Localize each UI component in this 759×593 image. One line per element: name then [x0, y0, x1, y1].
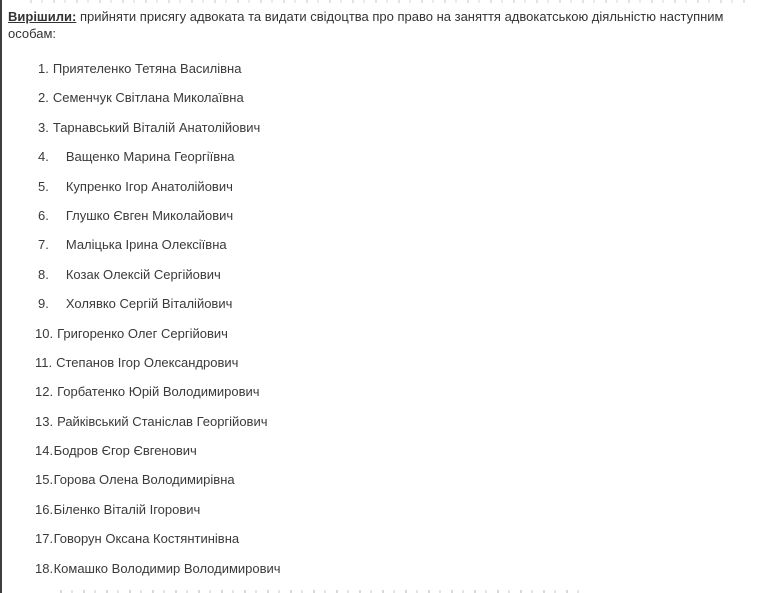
list-item-number: 14. [35, 443, 54, 459]
list-item-number: 13. [35, 413, 54, 429]
list-item [0, 297, 759, 326]
list-item-number: 10. [35, 325, 54, 341]
list-item-number: 9. [38, 296, 49, 312]
list-item-number: 17. [35, 531, 54, 547]
list-item-name: Григоренко Олег Сергійович [57, 325, 228, 341]
list-item-name: Райківський Станіслав Георгійович [57, 413, 268, 429]
list-item-name: Бодров Єгор Євгенович [53, 443, 197, 459]
list-item [0, 91, 759, 120]
resolution-list [0, 62, 759, 591]
list-item-number: 5. [38, 178, 49, 194]
list-item-name: Семенчук Світлана Миколаївна [52, 90, 244, 106]
list-item-name: Говорун Оксана Костянтинівна [53, 531, 240, 547]
list-item-number: 2. [38, 90, 49, 106]
list-item-number: 6. [38, 207, 49, 223]
list-item-name: Купренко Ігор Анатолійович [65, 178, 233, 194]
list-item [0, 385, 759, 414]
list-item [0, 532, 759, 561]
list-item-name: Біленко Віталій Ігорович [53, 501, 201, 517]
list-item [0, 562, 759, 591]
list-item-name: Приятеленко Тетяна Василівна [52, 61, 242, 76]
list-item [0, 444, 759, 473]
list-item [0, 415, 759, 444]
list-item-name: Тарнавський Віталій Анатолійович [52, 119, 261, 135]
resolution-label: Вирішили: [8, 9, 77, 24]
list-item-number: 8. [38, 266, 49, 282]
list-item [0, 238, 759, 267]
list-item [0, 62, 759, 91]
list-item-number: 11. [35, 354, 53, 370]
list-item [0, 180, 759, 209]
list-item [0, 473, 759, 502]
list-item-number: 15. [35, 472, 54, 488]
list-item-number: 7. [38, 237, 49, 253]
list-item-number: 16. [35, 501, 54, 517]
page-left-border [0, 0, 2, 593]
list-item [0, 121, 759, 150]
list-item [0, 356, 759, 385]
list-item-name: Холявко Сергій Віталійович [65, 296, 233, 312]
list-item-name: Ващенко Марина Георгіївна [65, 149, 235, 165]
list-item-number: 1. [38, 61, 49, 76]
list-item-name: Степанов Ігор Олександрович [56, 354, 239, 370]
list-item-name: Комашко Володимир Володимирович [53, 560, 281, 576]
list-item-number: 3. [38, 119, 49, 135]
list-item-name: Горбатенко Юрій Володимирович [57, 384, 260, 400]
list-item [0, 209, 759, 238]
list-item-name: Козак Олексій Сергійович [65, 266, 221, 282]
list-item-number: 18. [35, 560, 54, 576]
resolution-text: прийняти присягу адвоката та видати свідоцтва про право на заняття адвокатською діяльністю наступним особам: [8, 9, 724, 41]
resolution-paragraph [0, 0, 759, 42]
list-item [0, 503, 759, 532]
list-item [0, 327, 759, 356]
list-item-name: Горова Олена Володимирівна [53, 472, 235, 488]
list-item [0, 268, 759, 297]
list-item-number: 4. [38, 149, 49, 165]
list-item [0, 150, 759, 179]
list-item-name: Глушко Євген Миколайович [65, 207, 234, 223]
list-item-number: 12. [35, 384, 54, 400]
list-item-name: Маліцька Ірина Олексіївна [65, 237, 227, 253]
